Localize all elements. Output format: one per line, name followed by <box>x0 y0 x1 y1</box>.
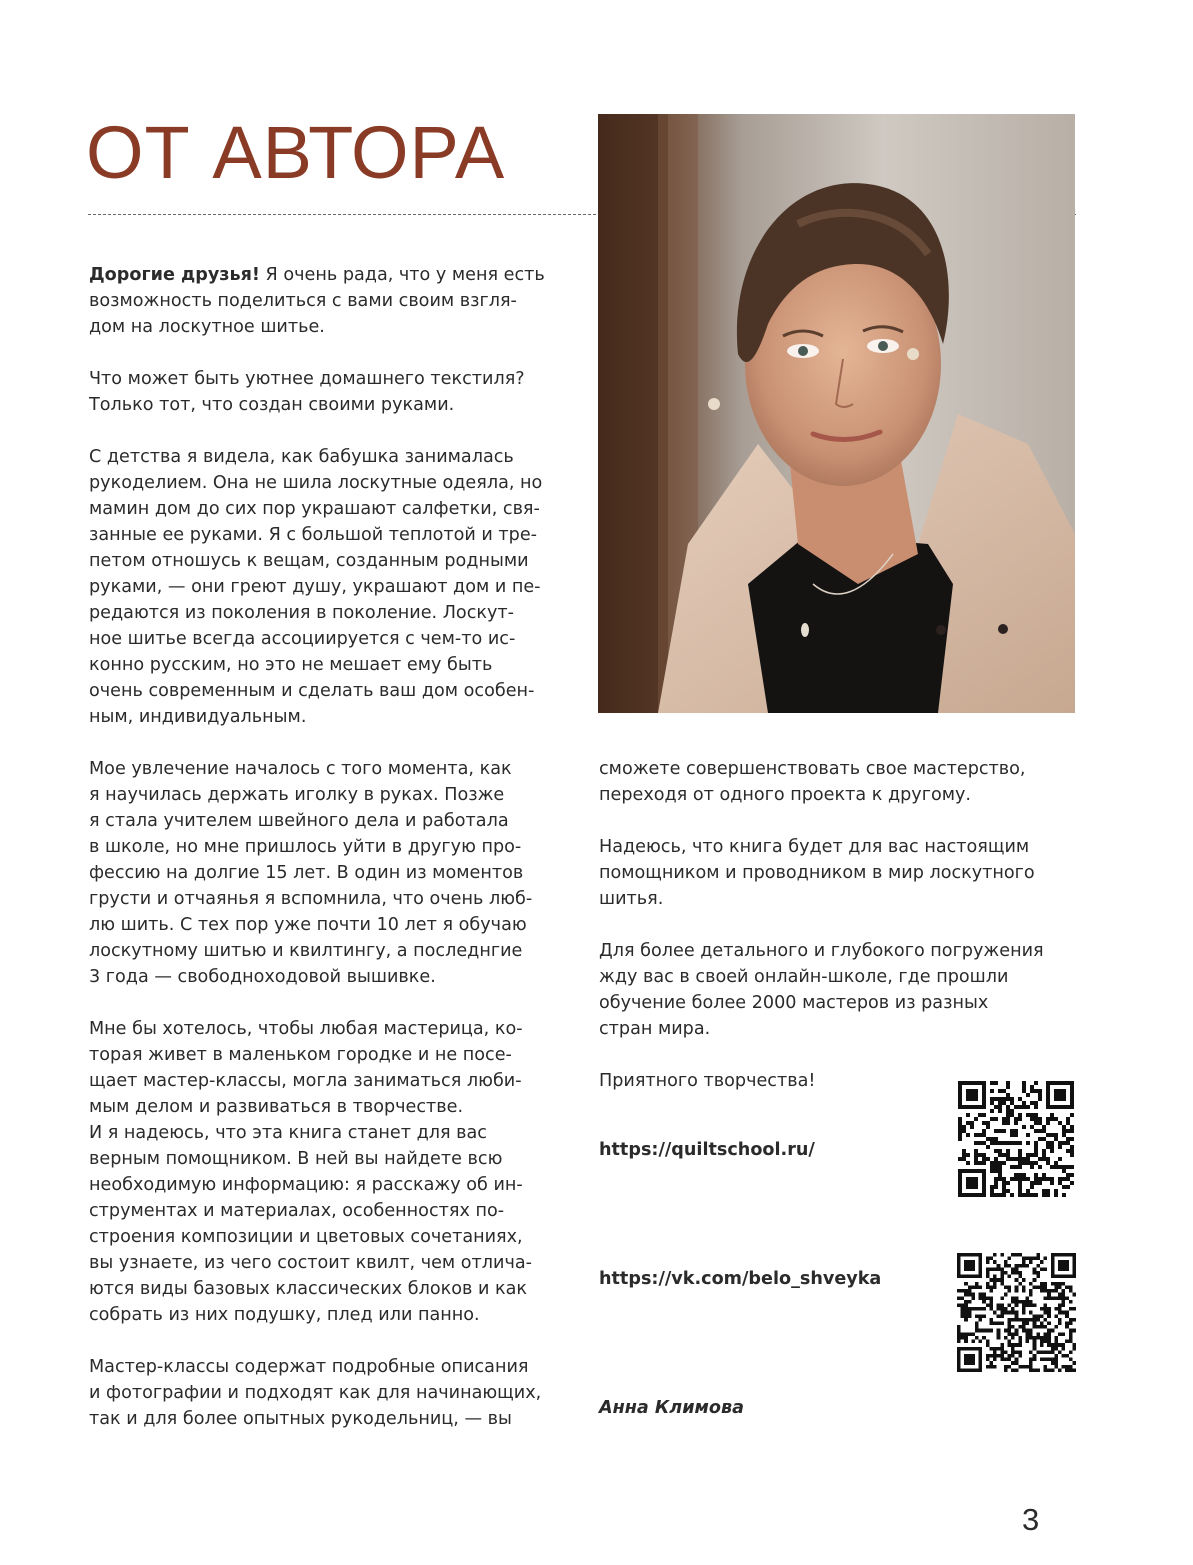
text-line: мым делом и развиваться в творчестве. <box>89 1097 464 1117</box>
text-line: возможность поделиться с вами своим взгля- <box>89 291 517 311</box>
paragraph <box>89 444 569 730</box>
text-line: ным, индивидуальным. <box>89 707 307 727</box>
paragraph <box>599 834 1085 912</box>
text-line: шитья. <box>599 889 664 909</box>
left-column <box>89 262 569 1432</box>
text-line: грусти и отчаянья я вспомнила, что очень люб- <box>89 889 533 909</box>
greeting-lead: Дорогие друзья! <box>89 265 260 285</box>
paragraph <box>89 1354 569 1432</box>
text-line: занные ее руками. Я с большой теплотой и тре- <box>89 525 538 545</box>
paragraph <box>599 756 1085 808</box>
text-line: фессию на долгие 15 лет. В один из моментов <box>89 863 524 883</box>
text-line: Что может быть уютнее домашнего текстиля? <box>89 369 525 389</box>
text-line: стран мира. <box>599 1019 711 1039</box>
qr-code-vk <box>957 1253 1076 1372</box>
text-line: Мастер-классы содержат подробные описания <box>89 1357 529 1377</box>
text-line: ются виды базовых классических блоков и как <box>89 1279 528 1299</box>
text-line: так и для более опытных рукодельниц, — вы <box>89 1409 512 1429</box>
text-line: Мне бы хотелось, чтобы любая мастерица, ко- <box>89 1019 523 1039</box>
text-line: петом отношусь к вещам, созданным родными <box>89 551 529 571</box>
text-line: в школе, но мне пришлось уйти в другую про- <box>89 837 522 857</box>
right-column <box>599 756 1085 1094</box>
text-line: Мое увлечение началось с того момента, как <box>89 759 512 779</box>
text-line: Надеюсь, что книга будет для вас настоящим <box>599 837 1030 857</box>
author-portrait-image <box>598 114 1075 713</box>
paragraph <box>89 366 569 418</box>
text-line: щает мастер-классы, могла заниматься люби- <box>89 1071 522 1091</box>
text-line: необходимую информацию: я расскажу об ин- <box>89 1175 523 1195</box>
paragraph <box>599 938 1085 1042</box>
text-line: я научилась держать иголку в руках. Позже <box>89 785 505 805</box>
text-line: очень современным и сделать ваш дом особен- <box>89 681 535 701</box>
text-line: и фотографии и подходят как для начинающих, <box>89 1383 542 1403</box>
paragraph <box>89 262 569 340</box>
text-line: Для более детального и глубокого погружения <box>599 941 1044 961</box>
text-line: обучение более 2000 мастеров из разных <box>599 993 989 1013</box>
paragraph <box>89 1016 569 1328</box>
text-line: редаются из поколения в поколение. Лоскут- <box>89 603 515 623</box>
text-line: помощником и проводником в мир лоскутного <box>599 863 1035 883</box>
school-website-link[interactable]: https://quiltschool.ru/ <box>599 1140 815 1160</box>
qr-code-website <box>958 1081 1074 1197</box>
text-line: дом на лоскутное шитье. <box>89 317 325 337</box>
text-line: я стала учителем швейного дела и работала <box>89 811 509 831</box>
text-line: С детства я видела, как бабушка занималась <box>89 447 514 467</box>
text-line: рукоделием. Она не шила лоскутные одеяла, но <box>89 473 543 493</box>
page-title: ОТ АВТОРА <box>86 111 506 194</box>
text-line: Я очень рада, что у меня есть <box>259 265 545 285</box>
text-line: лоскутному шитью и квилтингу, а последнгие <box>89 941 523 961</box>
text-line: руками, — они греют душу, украшают дом и пе- <box>89 577 541 597</box>
text-line: 3 года — свободноходовой вышивке. <box>89 967 436 987</box>
page-number: 3 <box>1022 1502 1040 1537</box>
author-signature: Анна Климова <box>599 1398 744 1418</box>
text-line: вы узнаете, из чего состоит квилт, чем отлича- <box>89 1253 532 1273</box>
text-line: И я надеюсь, что эта книга станет для вас <box>89 1123 487 1143</box>
text-line: собрать из них подушку, плед или панно. <box>89 1305 480 1325</box>
text-line: струментах и материалах, особенностях по- <box>89 1201 505 1221</box>
text-line: сможете совершенствовать свое мастерство, <box>599 759 1026 779</box>
text-line: жду вас в своей онлайн-школе, где прошли <box>599 967 1009 987</box>
text-line: верным помощником. В ней вы найдете всю <box>89 1149 503 1169</box>
text-line: торая живет в маленьком городке и не посе- <box>89 1045 512 1065</box>
text-line: мамин дом до сих пор украшают салфетки, свя- <box>89 499 540 519</box>
vk-page-link[interactable]: https://vk.com/belo_shveyka <box>599 1269 882 1289</box>
text-line: строения композиции и цветовых сочетаниях, <box>89 1227 523 1247</box>
closing-line: Приятного творчества! <box>599 1071 816 1091</box>
text-line: конно русским, но это не мешает ему быть <box>89 655 493 675</box>
text-line: ное шитье всегда ассоциируется с чем-то ис- <box>89 629 516 649</box>
text-line: лю шить. С тех пор уже почти 10 лет я обучаю <box>89 915 527 935</box>
author-photo <box>598 114 1075 713</box>
text-line: Только тот, что создан своими руками. <box>89 395 455 415</box>
paragraph <box>89 756 569 990</box>
text-line: переходя от одного проекта к другому. <box>599 785 971 805</box>
